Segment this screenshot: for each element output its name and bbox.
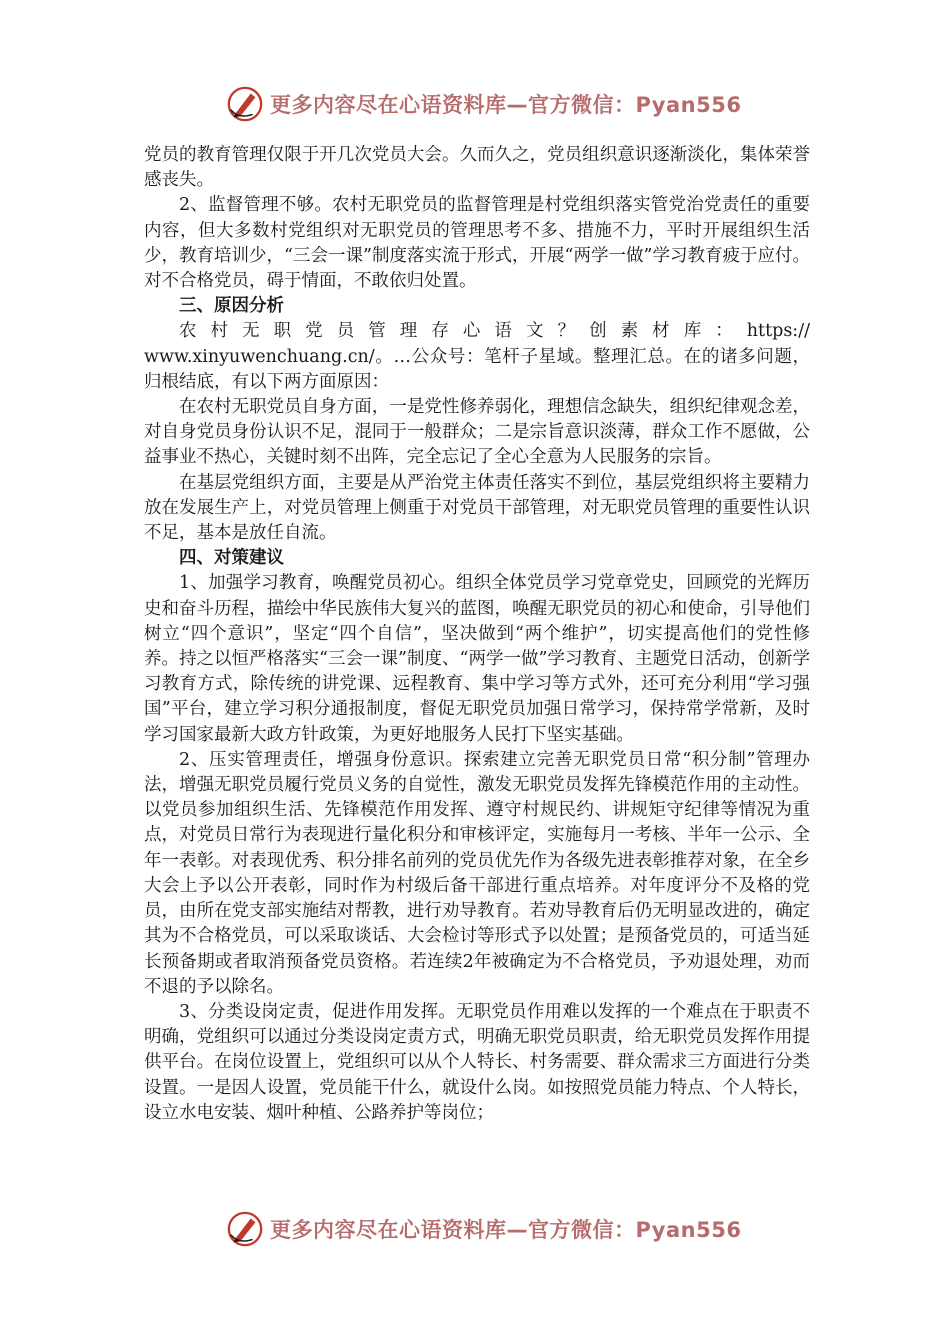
section-heading: 三、原因分析 bbox=[179, 296, 284, 317]
document-body bbox=[144, 143, 810, 1126]
paragraph: 农村无职党员管理存心语文？创素材库：https:// bbox=[179, 321, 810, 342]
section-heading: 四、对策建议 bbox=[179, 548, 284, 569]
paragraph: 1、加强学习教育，唤醒党员初心。组织全体党员学习党章党史，回顾党的光辉历史和奋斗历程，描绘中华民族伟大复兴的蓝图，唤醒无职党员的初心和使命，引导他们树立“四个意识”，坚定“四个自信”，坚决做到“两个维护”，切实提高他们的党性修养。持之以恒严格落实“三会一课”制度、“两学一做”学习教育、主题党日活动，创新学习教育方式，除传统的讲党课、远程教育、集中学习等方式外，还可充分利用“学习强国”平台，建立学习积分通报制度，督促无职党员加强日常学习，保持常学常新，及时学习国家最新大政方针政策，为更好地服务人民打下坚实基础。 bbox=[144, 573, 810, 745]
paragraph: 2、压实管理责任，增强身份意识。探索建立完善无职党员日常“积分制”管理办法，增强无职党员履行党员义务的自觉性，激发无职党员发挥先锋模范作用的主动性。以党员参加组织生活、先锋模范作用发挥、遵守村规民约、讲规矩守纪律等情况为重点，对党员日常行为表现进行量化积分和审核评定，实施每月一考核、半年一公示、全年一表彰。对表现优秀、积分排名前列的党员优先作为各级先进表彰推荐对象，在全乡大会上予以公开表彰，同时作为村级后备干部进行重点培养。对年度评分不及格的党员，由所在党支部实施结对帮教，进行劝导教育。若劝导教育后仍无明显改进的，确定其为不合格党员，可以采取谈话、大会检讨等形式予以处置；是预备党员的，可适当延长预备期或者取消预备党员资格。若连续2年被确定为不合格党员，予劝退处理，劝而不退的予以除名。 bbox=[144, 749, 810, 997]
paragraph: 在农村无职党员自身方面，一是党性修养弱化，理想信念缺失，组织纪律观念差，对自身党员身份认识不足，混同于一般群众；二是宗旨意识淡薄，群众工作不愿做，公益事业不热心，关键时刻不出阵，完全忘记了全心全意为人民服务的宗旨。 bbox=[144, 397, 810, 468]
paragraph: www.xinyuwenchuang.cn/。…公众号：笔杆子星域。整理汇总。在的诸多问题，归根结底，有以下两方面原因： bbox=[144, 346, 810, 392]
banner-text: 更多内容尽在心语资料库—官方微信：Pyan556 bbox=[270, 1218, 742, 1242]
paragraph: 2、监督管理不够。农村无职党员的监督管理是村党组织落实管党治党责任的重要内容，但大多数村党组织对无职党员的管理思考不多、措施不力，平时开展组织生活少，教育培训少，“三会一课”制度落实流于形式，开展“两学一做”学习教育疲于应付。对不合格党员，碍于情面，不敢依归处置。 bbox=[144, 195, 810, 292]
footer-banner bbox=[226, 1209, 741, 1249]
header-banner bbox=[226, 84, 741, 124]
pen-logo-icon bbox=[226, 1210, 264, 1248]
paragraph: 党员的教育管理仅限于开几次党员大会。久而久之，党员组织意识逐渐淡化，集体荣誉感丧失。 bbox=[144, 145, 810, 191]
paragraph: 3、分类设岗定责，促进作用发挥。无职党员作用难以发挥的一个难点在于职责不明确，党组织可以通过分类设岗定责方式，明确无职党员职责，给无职党员发挥作用提供平台。在岗位设置上，党组织可以从个人特长、村务需要、群众需求三方面进行分类设置。一是因人设置，党员能干什么，就设什么岗。如按照党员能力特点、个人特长，设立水电安装、烟叶种植、公路养护等岗位； bbox=[144, 1001, 810, 1123]
banner-text: 更多内容尽在心语资料库—官方微信：Pyan556 bbox=[270, 93, 742, 117]
paragraph: 在基层党组织方面，主要是从严治党主体责任落实不到位，基层党组织将主要精力放在发展生产上，对党员管理上侧重于对党员干部管理，对无职党员管理的重要性认识不足，基本是放任自流。 bbox=[144, 472, 810, 544]
pen-logo-icon bbox=[226, 85, 264, 123]
